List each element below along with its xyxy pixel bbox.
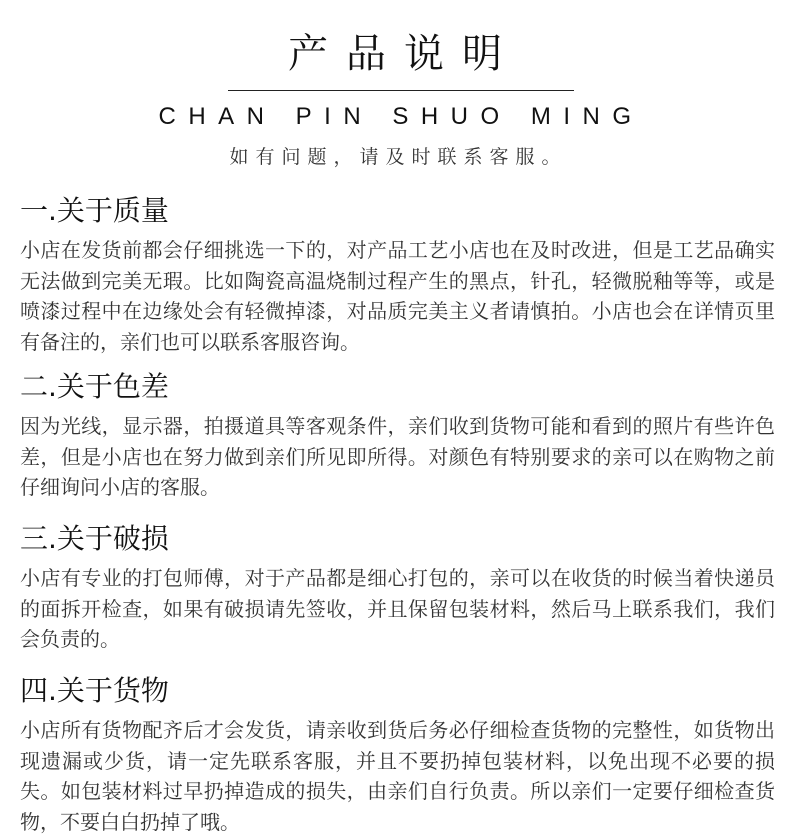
section-damage <box>20 520 775 655</box>
section-heading: 二.关于色差 <box>20 370 169 403</box>
title-divider <box>228 90 574 91</box>
page-title-pinyin: CHAN PIN SHUO MING <box>158 103 644 130</box>
section-color-difference <box>20 368 775 503</box>
section-quality <box>20 192 775 357</box>
section-heading: 四.关于货物 <box>20 674 169 707</box>
section-heading: 一.关于质量 <box>20 194 169 227</box>
section-body: 小店在发货前都会仔细挑选一下的，对产品工艺小店也在及时改进，但是工艺品确实无法做到完美无瑕。比如陶瓷高温烧制过程产生的黑点，针孔，轻微脱釉等等，或是喷漆过程中在边缘处会有轻微掉漆，对品质完美主义者请慎拍。小店也会在详情页里有备注的，亲们也可以联系客服咨询。 <box>20 238 775 354</box>
section-goods <box>20 672 775 837</box>
page-header <box>0 0 790 180</box>
contact-notice: 如有问题，请及时联系客服。 <box>229 146 568 168</box>
section-body: 因为光线，显示器，拍摄道具等客观条件，亲们收到货物可能和看到的照片有些许色差，但是小店也在努力做到亲们所见即所得。对颜色有特别要求的亲可以在购物之前仔细询问小店的客服。 <box>20 414 775 499</box>
page-title: 产品说明 <box>288 31 520 77</box>
section-body: 小店所有货物配齐后才会发货，请亲收到货后务必仔细检查货物的完整性，如货物出现遗漏或少货，请一定先联系客服，并且不要扔掉包装材料，以免出现不必要的损失。如包装材料过早扔掉造成的损失，由亲们自行负责。所以亲们一定要仔细检查货物，不要白白扔掉了哦。 <box>20 718 775 834</box>
section-heading: 三.关于破损 <box>20 522 169 555</box>
section-body: 小店有专业的打包师傅，对于产品都是细心打包的，亲可以在收货的时候当着快递员的面拆开检查，如果有破损请先签收，并且保留包装材料，然后马上联系我们，我们会负责的。 <box>20 566 775 651</box>
